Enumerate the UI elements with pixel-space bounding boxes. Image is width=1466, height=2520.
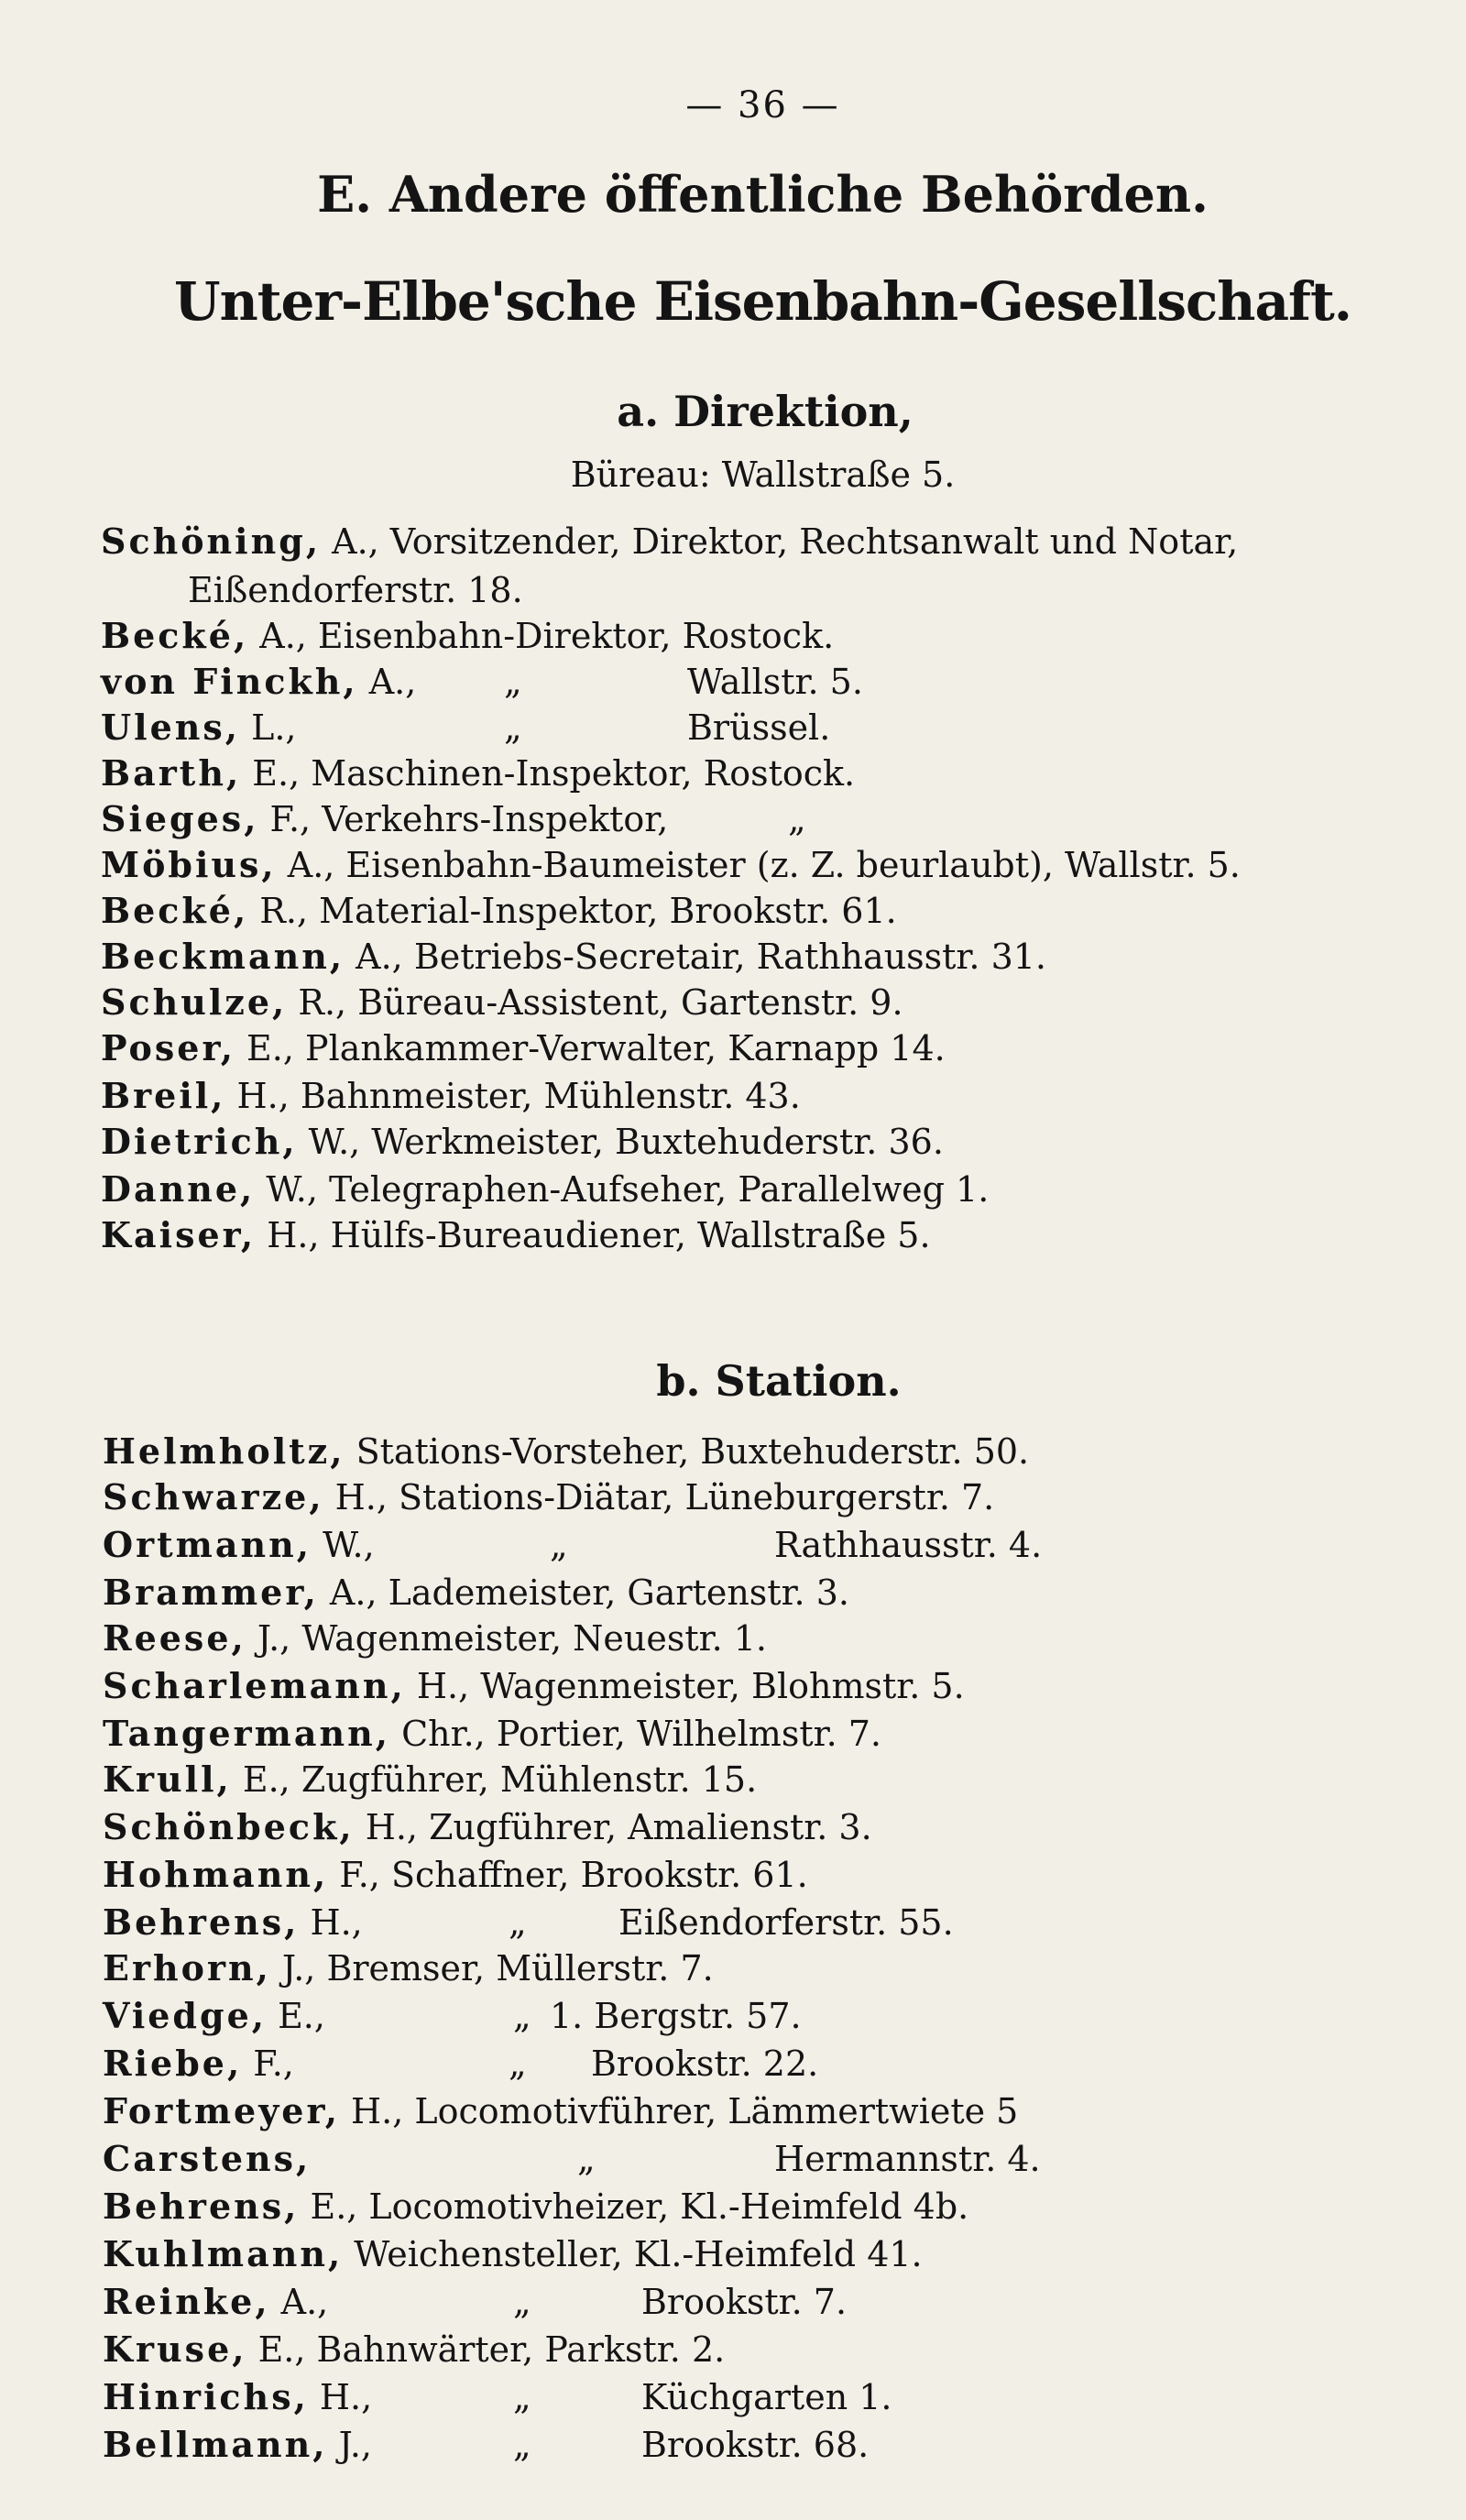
station-entry bbox=[103, 1899, 363, 1946]
entry-details: Chr., Portier, Wilhelmstr. 7. bbox=[389, 1714, 881, 1754]
direktion-entry bbox=[101, 704, 297, 751]
direktion-entry bbox=[101, 1024, 946, 1072]
person-name: Ortmann, bbox=[103, 1524, 312, 1565]
ditto-mark: „ bbox=[550, 1525, 568, 1565]
person-name: Becké, bbox=[101, 615, 249, 656]
person-name: Reese, bbox=[103, 1617, 246, 1659]
entry-details: E., Locomotivheizer, Kl.-Heimfeld 4b. bbox=[299, 2186, 969, 2227]
person-name: Breil, bbox=[101, 1075, 226, 1116]
station-entry bbox=[103, 2183, 968, 2230]
person-name: Hinrichs, bbox=[103, 2376, 309, 2417]
person-name: Viedge, bbox=[103, 1995, 267, 2036]
person-name: Kuhlmann, bbox=[103, 2233, 344, 2274]
station-entry bbox=[103, 2040, 294, 2087]
person-name: von Finckh, bbox=[101, 661, 358, 702]
station-entry bbox=[103, 2135, 311, 2183]
station-entry bbox=[103, 2373, 372, 2421]
ditto-mark: „ bbox=[509, 1902, 527, 1943]
direktion-entry bbox=[101, 841, 1241, 889]
person-name: Schwarze, bbox=[103, 1476, 324, 1517]
entry-details: R., Material-Inspektor, Brookstr. 61. bbox=[248, 891, 897, 931]
station-entry bbox=[103, 1803, 872, 1851]
ditto-mark: „ bbox=[513, 2425, 531, 2465]
entry-details: E., Maschinen-Inspektor, Rostock. bbox=[241, 753, 856, 794]
person-name: Reinke, bbox=[103, 2281, 270, 2322]
entry-details: E., Plankammer-Verwalter, Karnapp 14. bbox=[235, 1028, 946, 1068]
person-name: Sieges, bbox=[101, 798, 259, 839]
entry-details: F., bbox=[242, 2043, 294, 2084]
person-name: Helmholtz, bbox=[103, 1430, 345, 1472]
company-heading: Unter-Elbe'sche Eisenbahn-Gesellschaft. bbox=[174, 270, 1351, 333]
direktion-entry bbox=[101, 1072, 801, 1120]
person-name: Scharlemann, bbox=[103, 1665, 406, 1706]
entry-details: J., Wagenmeister, Neuestr. 1. bbox=[246, 1618, 767, 1659]
station-entry bbox=[103, 1521, 375, 1569]
entry-details: A., Eisenbahn-Direktor, Rostock. bbox=[248, 616, 835, 656]
person-name: Poser, bbox=[101, 1027, 235, 1068]
direktion-entry bbox=[101, 750, 855, 797]
entry-address: Eißendorferstr. 55. bbox=[618, 1902, 954, 1943]
entry-address: Brookstr. 22. bbox=[591, 2043, 819, 2084]
station-title: b. Station. bbox=[656, 1356, 902, 1406]
person-name: Kruse, bbox=[103, 2328, 247, 2370]
bureau-address: Büreau: Wallstraße 5. bbox=[570, 455, 956, 495]
direktion-entry bbox=[101, 518, 1238, 565]
ditto-mark: „ bbox=[788, 799, 806, 839]
entry-details: H., bbox=[299, 1902, 363, 1943]
entry-details: Eißendorferstr. 18. bbox=[188, 570, 523, 610]
entry-details: F., Verkehrs-Inspektor, bbox=[258, 799, 669, 839]
entry-address: Brookstr. 7. bbox=[641, 2282, 848, 2322]
entry-details: H., Zugführer, Amalienstr. 3. bbox=[354, 1807, 872, 1847]
person-name: Fortmeyer, bbox=[103, 2090, 340, 2131]
ditto-mark: „ bbox=[577, 2139, 596, 2179]
person-name: Behrens, bbox=[103, 1901, 300, 1943]
ditto-mark: „ bbox=[513, 2282, 531, 2322]
station-entry bbox=[103, 1662, 965, 1710]
direktion-entry bbox=[101, 566, 523, 614]
entry-address: 1. Bergstr. 57. bbox=[550, 1996, 802, 2036]
entry-address: Brüssel. bbox=[687, 707, 831, 748]
ditto-mark: „ bbox=[504, 662, 522, 702]
entry-address: Küchgarten 1. bbox=[641, 2377, 892, 2417]
person-name: Möbius, bbox=[101, 844, 277, 885]
direktion-entry bbox=[101, 1211, 931, 1259]
person-name: Erhorn, bbox=[103, 1947, 271, 1989]
person-name: Barth, bbox=[101, 752, 242, 794]
entry-details: E., Bahnwärter, Parkstr. 2. bbox=[246, 2329, 726, 2370]
entry-address: Hermannstr. 4. bbox=[774, 2139, 1041, 2179]
entry-details: W., bbox=[312, 1525, 375, 1565]
ditto-mark: „ bbox=[513, 1996, 531, 2036]
station-entry bbox=[103, 2087, 1018, 2135]
entry-details: H., Stations-Diätar, Lüneburgerstr. 7. bbox=[323, 1477, 995, 1517]
direktion-title: a. Direktion, bbox=[617, 387, 914, 436]
person-name: Ulens, bbox=[101, 707, 241, 748]
entry-details: E., Zugführer, Mühlenstr. 15. bbox=[231, 1759, 758, 1800]
station-entry bbox=[103, 1428, 1029, 1475]
person-name: Schönbeck, bbox=[103, 1806, 355, 1847]
entry-details: A., Eisenbahn-Baumeister (z. Z. beurlaubt), Wallstr. 5. bbox=[276, 845, 1241, 885]
entry-details: A., bbox=[357, 662, 417, 702]
person-name: Schulze, bbox=[101, 981, 288, 1023]
entry-details: J., bbox=[327, 2425, 373, 2465]
entry-details: H., Locomotivführer, Lämmertwiete 5 bbox=[339, 2091, 1019, 2131]
entry-details: F., Schaffner, Brookstr. 61. bbox=[328, 1855, 808, 1895]
person-name: Hohmann, bbox=[103, 1854, 329, 1895]
station-entry bbox=[103, 1474, 994, 1521]
station-entry bbox=[103, 1710, 881, 1758]
person-name: Tangermann, bbox=[103, 1713, 390, 1754]
entry-details: A., Lademeister, Gartenstr. 3. bbox=[318, 1572, 849, 1613]
ditto-mark: „ bbox=[504, 707, 522, 748]
person-name: Riebe, bbox=[103, 2043, 243, 2084]
entry-details: W., Werkmeister, Buxtehuderstr. 36. bbox=[297, 1122, 944, 1162]
entry-address: Wallstr. 5. bbox=[687, 662, 863, 702]
station-entry bbox=[103, 1569, 849, 1616]
entry-details: A., bbox=[269, 2282, 329, 2322]
entry-details: R., Büreau-Assistent, Gartenstr. 9. bbox=[287, 982, 903, 1023]
ditto-mark: „ bbox=[513, 2377, 531, 2417]
station-entry bbox=[103, 1945, 714, 1992]
entry-details: H., Hülfs-Bureaudiener, Wallstraße 5. bbox=[256, 1215, 931, 1255]
direktion-entry bbox=[101, 979, 903, 1026]
entry-details: H., Wagenmeister, Blohmstr. 5. bbox=[405, 1666, 965, 1706]
person-name: Bellmann, bbox=[103, 2424, 328, 2465]
station-entry bbox=[103, 1992, 325, 2040]
entry-details: Weichensteller, Kl.-Heimfeld 41. bbox=[343, 2234, 923, 2274]
station-entry bbox=[103, 1615, 767, 1662]
entry-address: Rathhausstr. 4. bbox=[774, 1525, 1043, 1565]
person-name: Schöning, bbox=[101, 520, 322, 562]
page-number: — 36 — bbox=[685, 84, 840, 126]
person-name: Kaiser, bbox=[101, 1214, 257, 1255]
person-name: Becké, bbox=[101, 890, 249, 931]
person-name: Brammer, bbox=[103, 1572, 319, 1613]
direktion-entry bbox=[101, 887, 897, 935]
person-name: Dietrich, bbox=[101, 1121, 298, 1162]
entry-details: A., Vorsitzender, Direktor, Rechtsanwalt und Notar, bbox=[321, 521, 1239, 562]
direktion-entry bbox=[101, 658, 416, 706]
station-entry bbox=[103, 2326, 725, 2373]
entry-details: H., Bahnmeister, Mühlenstr. 43. bbox=[225, 1076, 801, 1116]
person-name: Carstens, bbox=[103, 2138, 312, 2179]
person-name: Danne, bbox=[101, 1168, 256, 1210]
station-entry bbox=[103, 2278, 328, 2326]
direktion-entry bbox=[101, 795, 668, 843]
person-name: Behrens, bbox=[103, 2186, 300, 2227]
ditto-mark: „ bbox=[509, 2043, 527, 2084]
direktion-entry bbox=[101, 1118, 944, 1166]
direktion-entry bbox=[101, 612, 834, 660]
entry-details: W., Telegraphen-Aufseher, Parallelweg 1. bbox=[255, 1169, 990, 1210]
entry-details: L., bbox=[240, 707, 297, 748]
entry-details: J., Bremser, Müllerstr. 7. bbox=[270, 1948, 714, 1989]
station-entry bbox=[103, 2230, 923, 2278]
person-name: Krull, bbox=[103, 1759, 232, 1800]
station-entry bbox=[103, 1756, 757, 1803]
entry-details: H., bbox=[308, 2377, 373, 2417]
section-heading: E. Andere öffentliche Behörden. bbox=[317, 165, 1209, 224]
station-entry bbox=[103, 2421, 372, 2469]
station-entry bbox=[103, 1851, 808, 1899]
entry-details: E., bbox=[266, 1996, 325, 2036]
entry-address: Brookstr. 68. bbox=[641, 2425, 870, 2465]
entry-details: Stations-Vorsteher, Buxtehuderstr. 50. bbox=[345, 1431, 1030, 1472]
entry-details: A., Betriebs-Secretair, Rathhausstr. 31. bbox=[345, 937, 1047, 977]
direktion-entry bbox=[101, 1166, 989, 1213]
person-name: Beckmann, bbox=[101, 936, 345, 977]
direktion-entry bbox=[101, 933, 1046, 981]
